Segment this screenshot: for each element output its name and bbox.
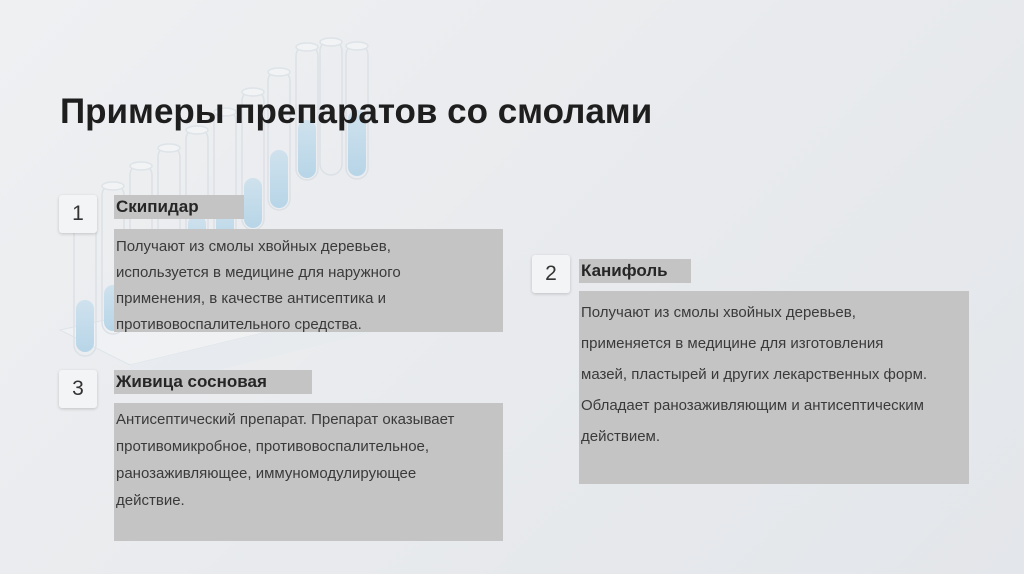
item-heading: Живица сосновая (114, 370, 312, 394)
item-number-badge: 1 (59, 195, 97, 233)
description-line: действием. (581, 428, 661, 445)
item-heading: Канифоль (579, 259, 691, 283)
item-description (114, 403, 503, 541)
description-line: противомикробное, противовоспалительное, (116, 438, 430, 455)
item-number-badge: 2 (532, 255, 570, 293)
page-title: Примеры препаратов со смолами (60, 92, 653, 131)
description-line: применяется в медицине для изготовления (581, 335, 884, 352)
description-line: применения, в качестве антисептика и (116, 290, 386, 307)
item-description (114, 229, 503, 332)
item-heading: Скипидар (114, 195, 244, 219)
description-line: Обладает ранозаживляющим и антисептическим (581, 397, 924, 414)
description-line: действие. (116, 492, 185, 509)
description-line: Получают из смолы хвойных деревьев, (116, 238, 391, 255)
item-number-badge: 3 (59, 370, 97, 408)
description-line: Получают из смолы хвойных деревьев, (581, 304, 856, 321)
description-line: противовоспалительного средства. (116, 316, 362, 333)
description-line: мазей, пластырей и других лекарственных форм. (581, 366, 928, 383)
description-line: ранозаживляющее, иммуномодулирующее (116, 465, 417, 482)
item-description (579, 291, 969, 484)
description-line: Антисептический препарат. Препарат оказывает (116, 411, 455, 428)
description-line: используется в медицине для наружного (116, 264, 401, 281)
